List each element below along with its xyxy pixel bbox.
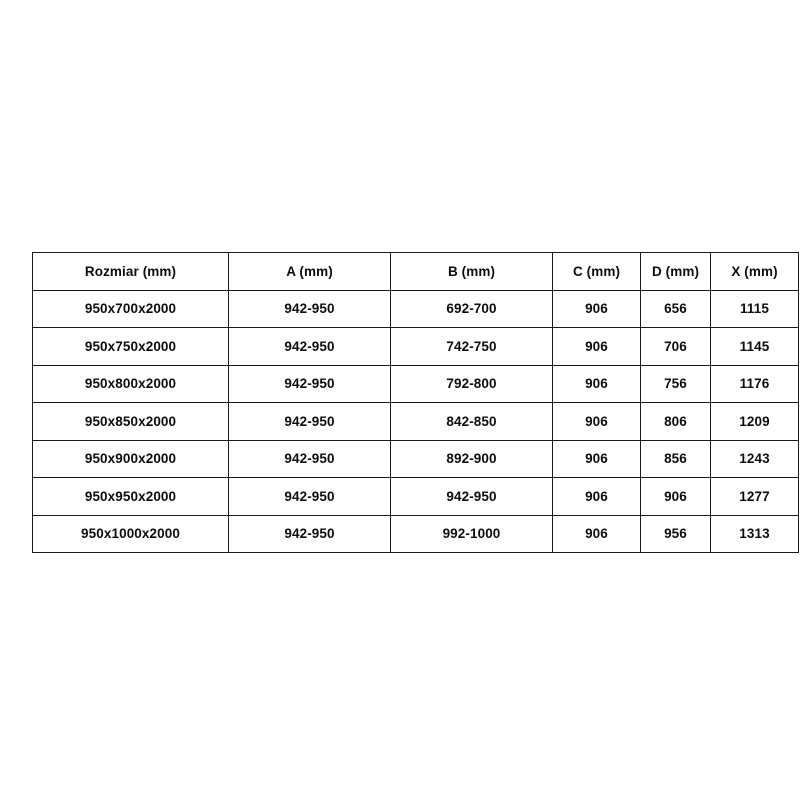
cell-d: 856 xyxy=(641,440,711,478)
cell-d: 906 xyxy=(641,478,711,516)
cell-d: 956 xyxy=(641,515,711,553)
cell-size: 950x750x2000 xyxy=(33,328,229,366)
cell-b: 742-750 xyxy=(391,328,553,366)
cell-x: 1145 xyxy=(711,328,799,366)
column-header-c: C (mm) xyxy=(553,253,641,291)
cell-x: 1115 xyxy=(711,290,799,328)
column-header-b: B (mm) xyxy=(391,253,553,291)
cell-c: 906 xyxy=(553,403,641,441)
cell-a: 942-950 xyxy=(229,478,391,516)
cell-b: 942-950 xyxy=(391,478,553,516)
dimensions-table-container xyxy=(32,252,778,553)
cell-b: 892-900 xyxy=(391,440,553,478)
cell-x: 1243 xyxy=(711,440,799,478)
cell-x: 1209 xyxy=(711,403,799,441)
cell-size: 950x800x2000 xyxy=(33,365,229,403)
cell-d: 806 xyxy=(641,403,711,441)
cell-size: 950x700x2000 xyxy=(33,290,229,328)
cell-d: 756 xyxy=(641,365,711,403)
cell-c: 906 xyxy=(553,328,641,366)
cell-a: 942-950 xyxy=(229,440,391,478)
column-header-d: D (mm) xyxy=(641,253,711,291)
table-row xyxy=(33,290,799,328)
cell-c: 906 xyxy=(553,440,641,478)
cell-b: 842-850 xyxy=(391,403,553,441)
cell-a: 942-950 xyxy=(229,365,391,403)
column-header-a: A (mm) xyxy=(229,253,391,291)
cell-d: 656 xyxy=(641,290,711,328)
cell-b: 792-800 xyxy=(391,365,553,403)
table-row xyxy=(33,515,799,553)
cell-c: 906 xyxy=(553,290,641,328)
table-row xyxy=(33,328,799,366)
cell-b: 992-1000 xyxy=(391,515,553,553)
cell-size: 950x1000x2000 xyxy=(33,515,229,553)
table-row xyxy=(33,403,799,441)
table-header-row xyxy=(33,253,799,291)
table-row xyxy=(33,365,799,403)
table-row xyxy=(33,478,799,516)
cell-x: 1176 xyxy=(711,365,799,403)
cell-x: 1277 xyxy=(711,478,799,516)
cell-c: 906 xyxy=(553,478,641,516)
cell-size: 950x950x2000 xyxy=(33,478,229,516)
cell-a: 942-950 xyxy=(229,403,391,441)
cell-x: 1313 xyxy=(711,515,799,553)
column-header-x: X (mm) xyxy=(711,253,799,291)
cell-b: 692-700 xyxy=(391,290,553,328)
dimensions-table xyxy=(32,252,799,553)
cell-a: 942-950 xyxy=(229,328,391,366)
cell-size: 950x900x2000 xyxy=(33,440,229,478)
cell-d: 706 xyxy=(641,328,711,366)
column-header-size: Rozmiar (mm) xyxy=(33,253,229,291)
cell-c: 906 xyxy=(553,515,641,553)
cell-size: 950x850x2000 xyxy=(33,403,229,441)
cell-a: 942-950 xyxy=(229,290,391,328)
table-row xyxy=(33,440,799,478)
cell-a: 942-950 xyxy=(229,515,391,553)
cell-c: 906 xyxy=(553,365,641,403)
